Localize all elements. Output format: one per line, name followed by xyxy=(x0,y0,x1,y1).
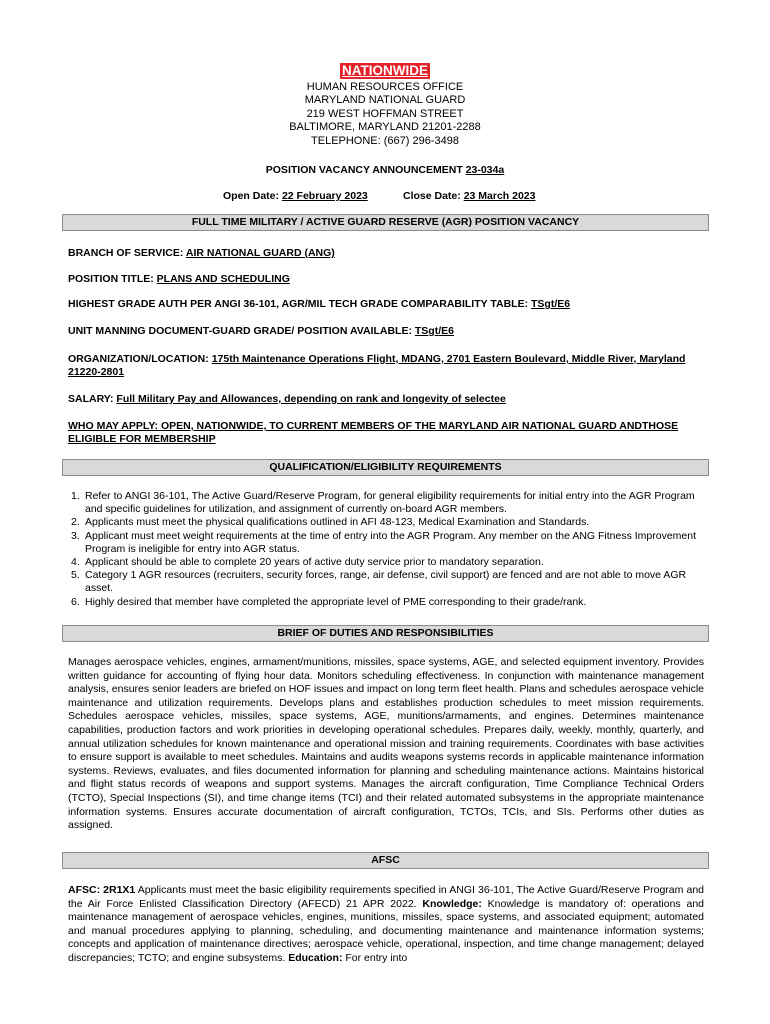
qualifications-heading: QUALIFICATION/ELIGIBILITY REQUIREMENTS xyxy=(62,459,709,476)
open-date-value: 22 February 2023 xyxy=(281,190,368,202)
branch-label: BRANCH OF SERVICE: xyxy=(68,247,184,259)
list-item: 2. Applicants must meet the physical qualifications outlined in AFI 48-123, Medical Examination and Standards. xyxy=(71,516,590,529)
highest-grade-label: HIGHEST GRADE AUTH PER ANGI 36-101, AGR/MIL TECH GRADE COMPARABILITY TABLE: xyxy=(68,298,529,310)
afsc-paragraph: AFSC: 2R1X1 Applicants must meet the basic eligibility requirements specified in ANGI 36-101, The Active Guard/Reserve Program and the Air Force Enlisted Classification Directory (AFECD) 21 APR 2022. Knowledge: Knowledge is mandatory of: operations and maintenance management of aerospace vehicles, engines, munitions, missiles, space systems, and associated equipment; automated and manual procedures applying to planning, scheduling, and documenting maintenance and maintenance information systems; concepts and application of maintenance directives; aerospace vehicle, operational, inspection, and time change management; delayed discrepancies; TCTO; and engine subsystems. Education: For entry into xyxy=(68,884,704,964)
education-label: Education: xyxy=(288,951,343,964)
duties-paragraph: Manages aerospace vehicles, engines, armament/munitions, missiles, space systems, AGE, and selected equipment inventory. Provides written guidance for accounting of flying hour data. Monitors scheduling effectiveness. In conjunction with maintenance management analysis, ensures senior leaders are briefed on HOF issues and impact on long term fleet health. Plans and schedules aerospace vehicle maintenance and utilization requirements. Develops plans and establishes production schedules to meet mission requirements. Schedules aerospace vehicles, missiles, space systems, AGE, munitions/armaments, and engines. Determines maintenance capabilities, production factors and work priorities in developing operational schedules. Prepares daily, weekly, monthly, quarterly, and annual utilization schedules for known maintenance and operational mission and training requirements. Coordinates with base activities to ensure support is available to meet schedules. Maintains and audits weapons systems records in applicable maintenance information systems. Reviews, evaluates, and files documented information for planning and scheduling maintenance actions. Maintains historical and flight status records of weapons and support systems. Manages the aircraft configuration, Time Compliance Technical Orders (TCTO), Special Inspections (SI), and time change items (TCI) and their related automated subsystems in the appropriate maintenance information systems. Ensures accurate documentation of aircraft configuration, TCTOs, TCIs, and SIs. Performs other duties as assigned. xyxy=(68,656,704,832)
open-date-group xyxy=(223,190,368,202)
branch-of-service xyxy=(68,247,708,260)
office-name: HUMAN RESOURCES OFFICE xyxy=(306,81,464,93)
open-date-label: Open Date: xyxy=(223,190,280,202)
close-date-label: Close Date: xyxy=(403,190,461,202)
afsc-heading: AFSC xyxy=(62,852,709,869)
branch-value: AIR NATIONAL GUARD (ANG) xyxy=(185,247,335,259)
organization-name: MARYLAND NATIONAL GUARD xyxy=(304,94,466,107)
org-location-label: ORGANIZATION/LOCATION xyxy=(68,353,206,365)
announcement-label: POSITION VACANCY ANNOUNCEMENT xyxy=(265,164,463,176)
salary-value: Full Military Pay and Allowances, depending on rank and longevity of selectee xyxy=(116,393,506,405)
who-may-apply-value: OPEN, NATIONWIDE, TO CURRENT MEMBERS OF THE MARYLAND AIR NATIONAL GUARD ANDTHOSE ELIGIBLE FOR MEMBERSHIP xyxy=(68,420,679,445)
afsc-code: AFSC: 2R1X1 xyxy=(68,884,136,896)
knowledge-label: Knowledge: xyxy=(422,897,482,910)
umd-label: UNIT MANNING DOCUMENT-GUARD GRADE/ POSITION AVAILABLE: xyxy=(68,325,412,337)
who-may-apply-label: WHO MAY APPLY: xyxy=(68,420,159,432)
announcement-number: 23-034a xyxy=(465,164,505,176)
list-item: 4. Applicant should be able to complete 20 years of active duty service prior to mandatory separation. xyxy=(71,556,544,569)
list-item: 1. Refer to ANGI 36-101, The Active Guard/Reserve Program, for general eligibility requirements for initial entry into the AGR Program and specific guidelines for utilization, and assignment of currently on-board AGR members. xyxy=(71,490,695,516)
position-type-banner: FULL TIME MILITARY / ACTIVE GUARD RESERVE (AGR) POSITION VACANCY xyxy=(62,214,709,231)
highest-grade xyxy=(68,298,708,311)
org-location-value: 175th Maintenance Operations Flight, MDANG, 2701 Eastern Boulevard, Middle River, Maryland 21220-2801 xyxy=(68,353,686,378)
organization-location: ORGANIZATION/LOCATION: 175th Maintenance Operations Flight, MDANG, 2701 Eastern Boulevard, Middle River, Maryland 21220-2801 xyxy=(68,353,686,378)
nationwide-badge: NATIONWIDE xyxy=(342,63,428,78)
highest-grade-value: TSgt/E6 xyxy=(531,298,571,310)
umd-value: TSgt/E6 xyxy=(414,325,454,337)
list-item: 3. Applicant must meet weight requirements at the time of entry into the AGR Program. Any member on the ANG Fitness Improvement Program is ineligible for entry into AGR status. xyxy=(71,529,697,555)
salary-label: SALARY: xyxy=(68,393,114,405)
announcement-title xyxy=(0,164,770,176)
close-date-value: 23 March 2023 xyxy=(463,190,536,202)
position-title-label: POSITION TITLE: xyxy=(68,273,154,285)
city-address: BALTIMORE, MARYLAND 21201-2288 xyxy=(289,121,481,134)
who-may-apply xyxy=(68,420,708,445)
telephone: TELEPHONE: (667) 296-3498 xyxy=(311,134,459,147)
letterhead xyxy=(0,63,770,148)
duties-heading: BRIEF OF DUTIES AND RESPONSIBILITIES xyxy=(62,625,709,642)
street-address: 219 WEST HOFFMAN STREET xyxy=(306,107,464,120)
salary xyxy=(68,393,708,406)
qualification-list xyxy=(68,490,708,609)
close-date-group xyxy=(403,190,536,202)
list-item: 6. Highly desired that member have completed the appropriate level of PME corresponding to their grade/rank. xyxy=(71,595,587,608)
list-item: 5. Category 1 AGR resources (recruiters, security forces, range, air defense, civil support) are fenced and are not able to move AGR asset. xyxy=(71,569,687,595)
position-title-value: PLANS AND SCHEDULING xyxy=(156,273,290,285)
unit-manning-document xyxy=(68,325,708,338)
position-title xyxy=(68,273,708,286)
